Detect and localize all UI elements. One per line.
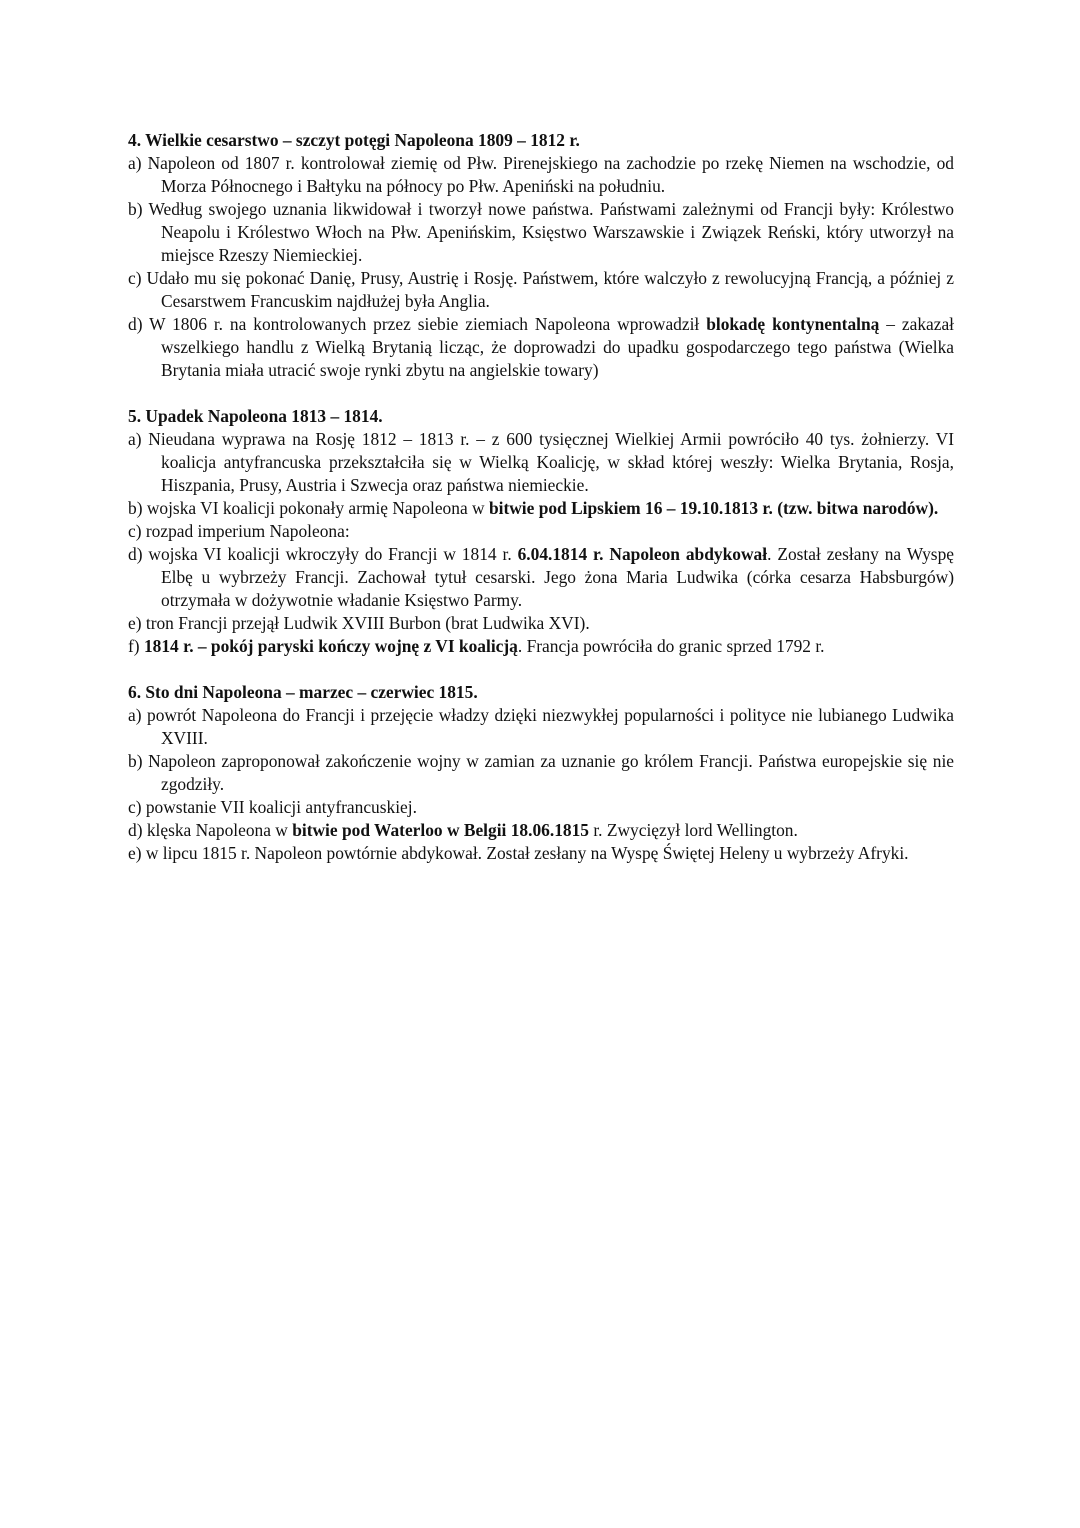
item-text: . Francja powróciła do granic sprzed 1792 r. xyxy=(517,636,825,656)
list-item xyxy=(128,543,954,612)
list-item xyxy=(128,313,954,382)
item-text: f) xyxy=(128,636,144,656)
item-text: – zakazał wszelkiego handlu z Wielką Brytanią licząc, że doprowadzi do upadku gospodarczego tego państwa (Wielka Brytania miała utracić swoje rynki zbytu na angielskie towary) xyxy=(161,314,955,380)
list-item xyxy=(128,612,954,635)
item-bold-text: bitwie pod Lipskiem 16 – 19.10.1813 r. (tzw. bitwa narodów). xyxy=(488,498,939,518)
item-text: r. Zwycięzył lord Wellington. xyxy=(588,820,798,840)
list-item xyxy=(128,796,954,819)
item-text: a) Nieudana wyprawa na Rosję 1812 – 1813 r. – z 600 tysięcznej Wielkiej Armii powróciło 40 tys. żołnierzy. VI koalicja antyfrancuska przekształciła się w Wielką Koalicję, w skład której weszły: Wielka Brytania, Rosja, Hiszpania, Prusy, Austria i Szwecja oraz państwa niemieckie. xyxy=(128,429,954,495)
list-item xyxy=(128,198,954,267)
item-text: c) rozpad imperium Napoleona: xyxy=(128,521,350,541)
item-text: d) wojska VI koalicji wkroczyły do Francji w 1814 r. xyxy=(128,544,518,564)
item-text: c) powstanie VII koalicji antyfrancuskiej. xyxy=(128,797,417,817)
document-page xyxy=(128,129,954,888)
item-bold-text: bitwie pod Waterloo w Belgii 18.06.1815 xyxy=(292,820,589,840)
item-text: b) wojska VI koalicji pokonały armię Napoleona w xyxy=(128,498,489,518)
list-item xyxy=(128,819,954,842)
section-heading: 5. Upadek Napoleona 1813 – 1814. xyxy=(128,406,383,426)
item-text: b) Napoleon zaproponował zakończenie wojny w zamian za uznanie go królem Francji. Państwa europejskie się nie zgodziły. xyxy=(128,751,954,794)
section-fall-of-napoleon xyxy=(128,405,954,658)
list-item xyxy=(128,635,954,658)
item-bold-text: 1814 r. – pokój paryski kończy wojnę z VI koalicją xyxy=(143,636,518,656)
item-bold-text: blokadę kontynentalną xyxy=(706,314,880,334)
item-text: e) w lipcu 1815 r. Napoleon powtórnie abdykował. Został zesłany na Wyspę Świętej Heleny u wybrzeży Afryki. xyxy=(128,843,909,863)
list-item xyxy=(128,704,954,750)
list-item xyxy=(128,497,954,520)
list-item xyxy=(128,842,954,865)
section-hundred-days xyxy=(128,681,954,865)
list-item xyxy=(128,152,954,198)
item-text: d) W 1806 r. na kontrolowanych przez siebie ziemiach Napoleona wprowadził xyxy=(128,314,707,334)
list-item xyxy=(128,267,954,313)
item-text: a) powrót Napoleona do Francji i przejęcie władzy dzięki niezwykłej popularności i polityce nie lubianego Ludwika XVIII. xyxy=(128,705,954,748)
item-text: . Został zesłany na Wyspę Elbę u wybrzeży Francji. Zachował tytuł cesarski. Jego żona Maria Ludwika (córka cesarza Habsburgów) otrzymała w dożywotnie władanie Księstwo Parmy. xyxy=(161,544,954,610)
item-bold-text: 6.04.1814 r. Napoleon abdykował xyxy=(517,544,768,564)
item-text: c) Udało mu się pokonać Danię, Prusy, Austrię i Rosję. Państwem, które walczyło z rewolucyjną Francją, a później z Cesarstwem Francuskim najdłużej była Anglia. xyxy=(128,268,954,311)
section-heading: 4. Wielkie cesarstwo – szczyt potęgi Napoleona 1809 – 1812 r. xyxy=(128,130,580,150)
list-item xyxy=(128,750,954,796)
list-item xyxy=(128,428,954,497)
list-item xyxy=(128,520,954,543)
item-text: b) Według swojego uznania likwidował i tworzył nowe państwa. Państwami zależnymi od Francji były: Królestwo Neapolu i Królestwo Włoch na Płw. Apenińskim, Księstwo Warszawskie i Związek Reński, który utworzył na miejsce Rzeszy Niemieckiej. xyxy=(128,199,954,265)
item-text: e) tron Francji przejął Ludwik XVIII Burbon (brat Ludwika XVI). xyxy=(128,613,590,633)
item-text: a) Napoleon od 1807 r. kontrolował ziemię od Płw. Pirenejskiego na zachodzie po rzekę Niemen na wschodzie, od Morza Północnego i Bałtyku na północy po Płw. Apeniński na południu. xyxy=(128,153,954,196)
section-heading: 6. Sto dni Napoleona – marzec – czerwiec 1815. xyxy=(128,682,478,702)
item-text: d) klęska Napoleona w xyxy=(128,820,293,840)
section-great-empire xyxy=(128,129,954,382)
